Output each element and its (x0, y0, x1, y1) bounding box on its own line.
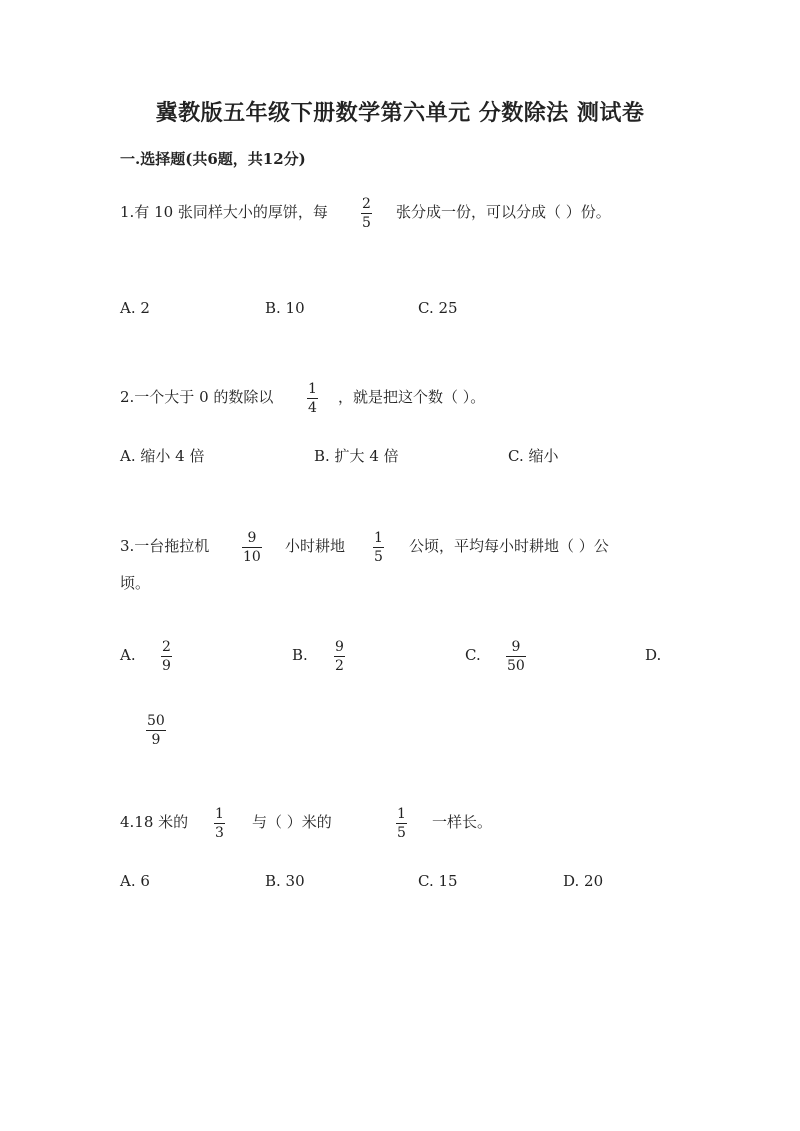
question-3-text-b: 小时耕地 (285, 537, 346, 555)
question-3-option-d-label[interactable]: D. (645, 646, 662, 664)
question-3-option-a-label[interactable]: A. (120, 646, 136, 664)
question-2-text-b: ，就是把这个数（ ）。 (338, 388, 486, 406)
fraction-denominator: 2 (335, 658, 344, 674)
question-4-text-a: 4.18 米的 (120, 813, 189, 831)
fraction-numerator: 1 (215, 806, 224, 822)
question-3-option-c-label[interactable]: C. (465, 646, 481, 664)
question-3-text-c: 公顷，平均每小时耕地（ ）公 (409, 537, 609, 555)
question-4-option-c[interactable]: C. 15 (418, 872, 458, 890)
fraction-numerator: 50 (147, 713, 165, 729)
question-4-option-a[interactable]: A. 6 (120, 872, 150, 890)
question-1-option-b[interactable]: B. 10 (265, 299, 305, 317)
fraction-numerator: 9 (247, 530, 257, 546)
question-3-option-d-fraction (146, 713, 166, 748)
fraction-denominator: 9 (151, 732, 161, 748)
question-2-option-b[interactable]: B. 扩大 4 倍 (314, 447, 399, 465)
fraction-numerator: 2 (362, 196, 371, 212)
question-4-fraction-2 (396, 806, 407, 841)
question-2-fraction (307, 381, 318, 416)
fraction-numerator: 1 (374, 530, 383, 546)
question-2-option-c[interactable]: C. 缩小 (508, 447, 559, 465)
question-1-text-b: 张分成一份，可以分成（ ）份。 (396, 203, 611, 221)
question-3-text-d: 顷。 (120, 574, 151, 592)
fraction-numerator: 1 (397, 806, 406, 822)
question-3-option-b-label[interactable]: B. (292, 646, 308, 664)
question-3-text-a: 3.一台拖拉机 (120, 537, 210, 555)
fraction-denominator: 10 (243, 549, 261, 565)
page-title: 冀教版五年级下册数学第六单元 分数除法 测试卷 (155, 101, 645, 126)
fraction-denominator: 9 (162, 658, 171, 674)
fraction-denominator: 4 (308, 400, 317, 416)
fraction-numerator: 1 (308, 381, 317, 397)
fraction-numerator: 9 (335, 639, 344, 655)
fraction-denominator: 3 (215, 825, 224, 841)
question-3-option-b-fraction (334, 639, 345, 674)
fraction-numerator: 9 (511, 639, 521, 655)
question-4-text-c: 一样长。 (432, 813, 493, 831)
fraction-denominator: 50 (507, 658, 525, 674)
question-3-fraction-1 (242, 530, 262, 565)
section-heading: 一.选择题(共6题，共12分) (120, 150, 306, 168)
question-4-text-b: 与（ ）米的 (252, 813, 332, 831)
question-3-option-a-fraction (161, 639, 172, 674)
question-3-option-c-fraction (506, 639, 526, 674)
question-4-option-d[interactable]: D. 20 (563, 872, 604, 890)
fraction-numerator: 2 (162, 639, 171, 655)
question-1-option-a[interactable]: A. 2 (120, 299, 150, 317)
question-3-fraction-2 (373, 530, 384, 565)
question-1-text-a: 1.有 10 张同样大小的厚饼，每 (120, 203, 328, 221)
question-1-fraction (361, 196, 372, 231)
question-4-fraction-1 (214, 806, 225, 841)
fraction-denominator: 5 (397, 825, 406, 841)
question-1-option-c[interactable]: C. 25 (418, 299, 458, 317)
question-2-option-a[interactable]: A. 缩小 4 倍 (120, 447, 205, 465)
fraction-denominator: 5 (362, 215, 371, 231)
fraction-denominator: 5 (374, 549, 383, 565)
question-4-option-b[interactable]: B. 30 (265, 872, 305, 890)
question-2-text-a: 2.一个大于 0 的数除以 (120, 388, 274, 406)
